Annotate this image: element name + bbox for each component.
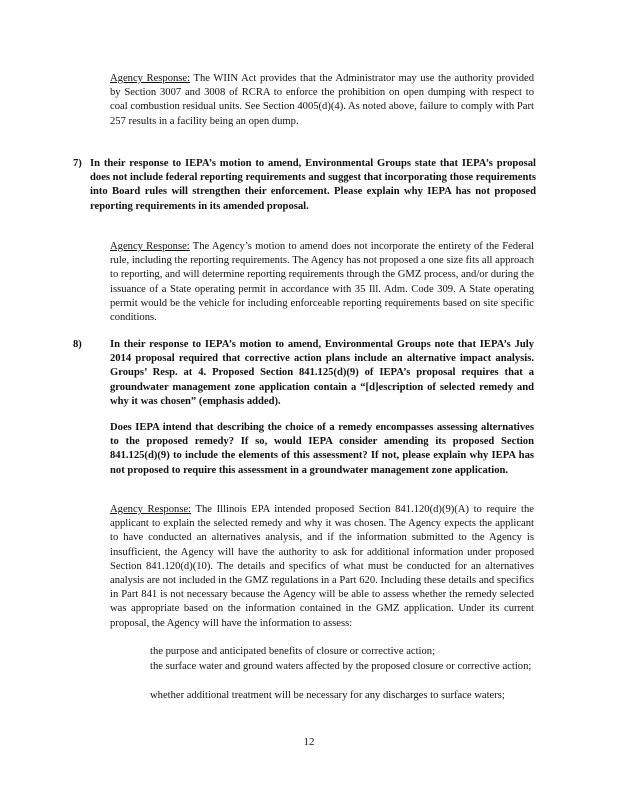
response-text: The Illinois EPA intended proposed Section 841.120(d)(9)(A) to require the applicant to explain the selected remedy and why it was chosen. The Agency expects the applicant to have conducted an alternatives analysis, and if the information submitted to the Agency is insufficient, the Agency will have the authority to ask for additional information under proposed Section 841.120(d)(10). The details and specifics of what must be conducted for an alternatives analysis are not included in the GMZ regulations in a Part 620. Including these details and specifics in Part 841 is not necessary because the Agency will be able to assess whether the remedy selected was appropriate based on the information contained in the GMZ application. Under its current proposal, the Agency will have the information to assess: xyxy=(110,504,534,629)
response-label: Agency Response: xyxy=(110,504,192,515)
question-7 xyxy=(90,157,536,214)
agency-response-6 xyxy=(110,72,534,129)
question-text-2: Does IEPA intend that describing the choice of a remedy encompasses assessing alternatives to the proposed remedy? If so, would IEPA consider amending its proposed Section 841.125(d)(9) to include the elements of this assessment? If not, please explain why IEPA has not proposed to require this assessment in a groundwater management zone application. xyxy=(110,422,534,476)
question-text: In their response to IEPA’s motion to amend, Environmental Groups state that IEPA’s proposal does not include federal reporting requirements and suggest that incorporating those requirements into Board rules will strengthen their enforcement. Please explain why IEPA has not proposed reporting requirements in its amended proposal. xyxy=(90,158,537,212)
response-label: Agency Response: xyxy=(110,73,191,84)
agency-response-8 xyxy=(110,503,534,631)
agency-response-7 xyxy=(110,240,534,325)
page-number: 12 xyxy=(303,736,315,748)
question-text: In their response to IEPA’s motion to amend, Environmental Groups note that IEPA’s July 2014 proposal required that corrective action plans include an alternative impact analysis. Groups’ Resp. at 4. Proposed Section 841.125(d)(9) of IEPA’s proposal requires that a groundwater management zone application contain a “[d]escription of selected remedy and why it was chosen” (emphasis added). xyxy=(110,339,534,407)
question-number-7: 7) xyxy=(73,158,82,169)
question-number-8: 8) xyxy=(73,339,82,350)
list-item: whether additional treatment will be necessary for any discharges to surface waters; xyxy=(150,690,505,701)
response-text: The WIIN Act provides that the Administrator may use the authority provided by Section 3007 and 3008 of RCRA to enforce the prohibition on open dumping with respect to coal combustion residual units. See Section 4005(d)(4). As noted above, failure to comply with Part 257 results in a facility being an open dump. xyxy=(110,73,534,127)
question-8-followup xyxy=(110,421,534,478)
question-8 xyxy=(110,338,534,409)
list-item: the purpose and anticipated benefits of closure or corrective action; xyxy=(150,646,436,657)
response-label: Agency Response: xyxy=(110,241,190,252)
list-item: the surface water and ground waters affected by the proposed closure or corrective action; xyxy=(150,661,532,672)
response-text: The Agency’s motion to amend does not incorporate the entirety of the Federal rule, including the reporting requirements. The Agency has not proposed a one size fits all approach to reporting, and will determine reporting requirements through the GMZ process, and/or during the issuance of a State operating permit in accordance with 35 Ill. Adm. Code 309. A State operating permit would be the vehicle for including enforceable reporting requirements based on site specific conditions. xyxy=(110,241,534,324)
